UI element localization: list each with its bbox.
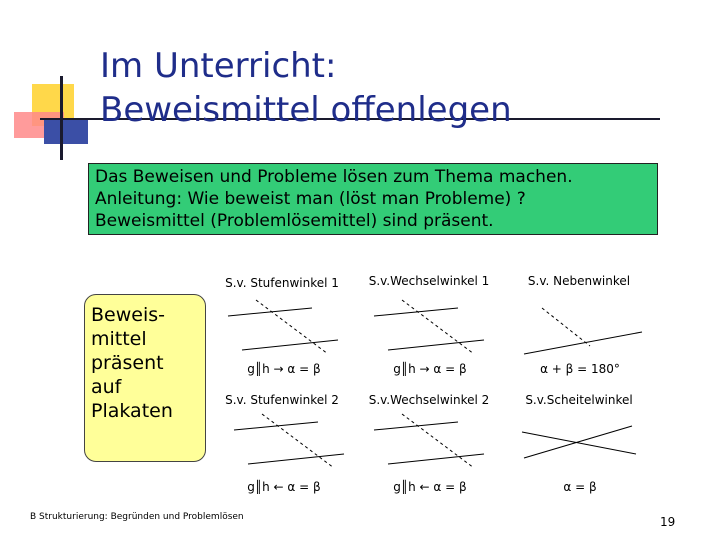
card-label-nebenwinkel: S.v. Nebenwinkel [527, 274, 631, 288]
poster-note-line-4: auf [91, 376, 122, 398]
card-formula-scheitelwinkel: α = β [563, 480, 597, 494]
intro-line-2: Anleitung: Wie beweist man (löst man Probleme) ? [95, 189, 526, 209]
slide-footer: B Strukturierung: Begründen und Problemlösen [30, 512, 244, 522]
slide-title-line-2: Beweismittel offenlegen [100, 90, 512, 130]
diagram-stufenwinkel-2 [226, 410, 356, 472]
card-formula-wechselwinkel-2: g║h ← α = β [393, 480, 467, 494]
card-label-stufenwinkel-1: S.v. Stufenwinkel 1 [225, 276, 339, 290]
slide-title-line-1: Im Unterricht: [100, 46, 337, 86]
card-formula-wechselwinkel-1: g║h → α = β [393, 362, 467, 376]
title-decoration-blue-square [44, 118, 88, 144]
diagram-wechselwinkel-2 [366, 410, 496, 472]
intro-line-3: Beweismittel (Problemlösemittel) sind präsent. [95, 211, 494, 231]
card-label-wechselwinkel-1: S.v.Wechselwinkel 1 [368, 274, 490, 288]
diagram-nebenwinkel [518, 300, 648, 362]
intro-line-1: Das Beweisen und Probleme lösen zum Thema machen. [95, 167, 573, 187]
card-label-wechselwinkel-2: S.v.Wechselwinkel 2 [368, 393, 490, 407]
diagram-wechselwinkel-1 [366, 296, 496, 358]
poster-note-line-3: präsent [91, 352, 164, 374]
poster-note-line-2: mittel [91, 328, 147, 350]
slide-title [100, 44, 512, 132]
diagram-scheitelwinkel [514, 412, 644, 474]
poster-note-line-5: Plakaten [91, 400, 173, 422]
diagram-stufenwinkel-1 [220, 296, 350, 358]
card-formula-stufenwinkel-1: g║h → α = β [247, 362, 321, 376]
card-formula-nebenwinkel: α + β = 180° [540, 362, 620, 376]
poster-note-box [84, 294, 206, 462]
card-label-scheitelwinkel: S.v.Scheitelwinkel [525, 393, 633, 407]
intro-box [88, 163, 658, 235]
card-label-stufenwinkel-2: S.v. Stufenwinkel 2 [225, 393, 339, 407]
page-number: 19 [660, 515, 676, 529]
poster-note-line-1: Beweis- [91, 304, 165, 326]
card-formula-stufenwinkel-2: g║h ← α = β [247, 480, 321, 494]
